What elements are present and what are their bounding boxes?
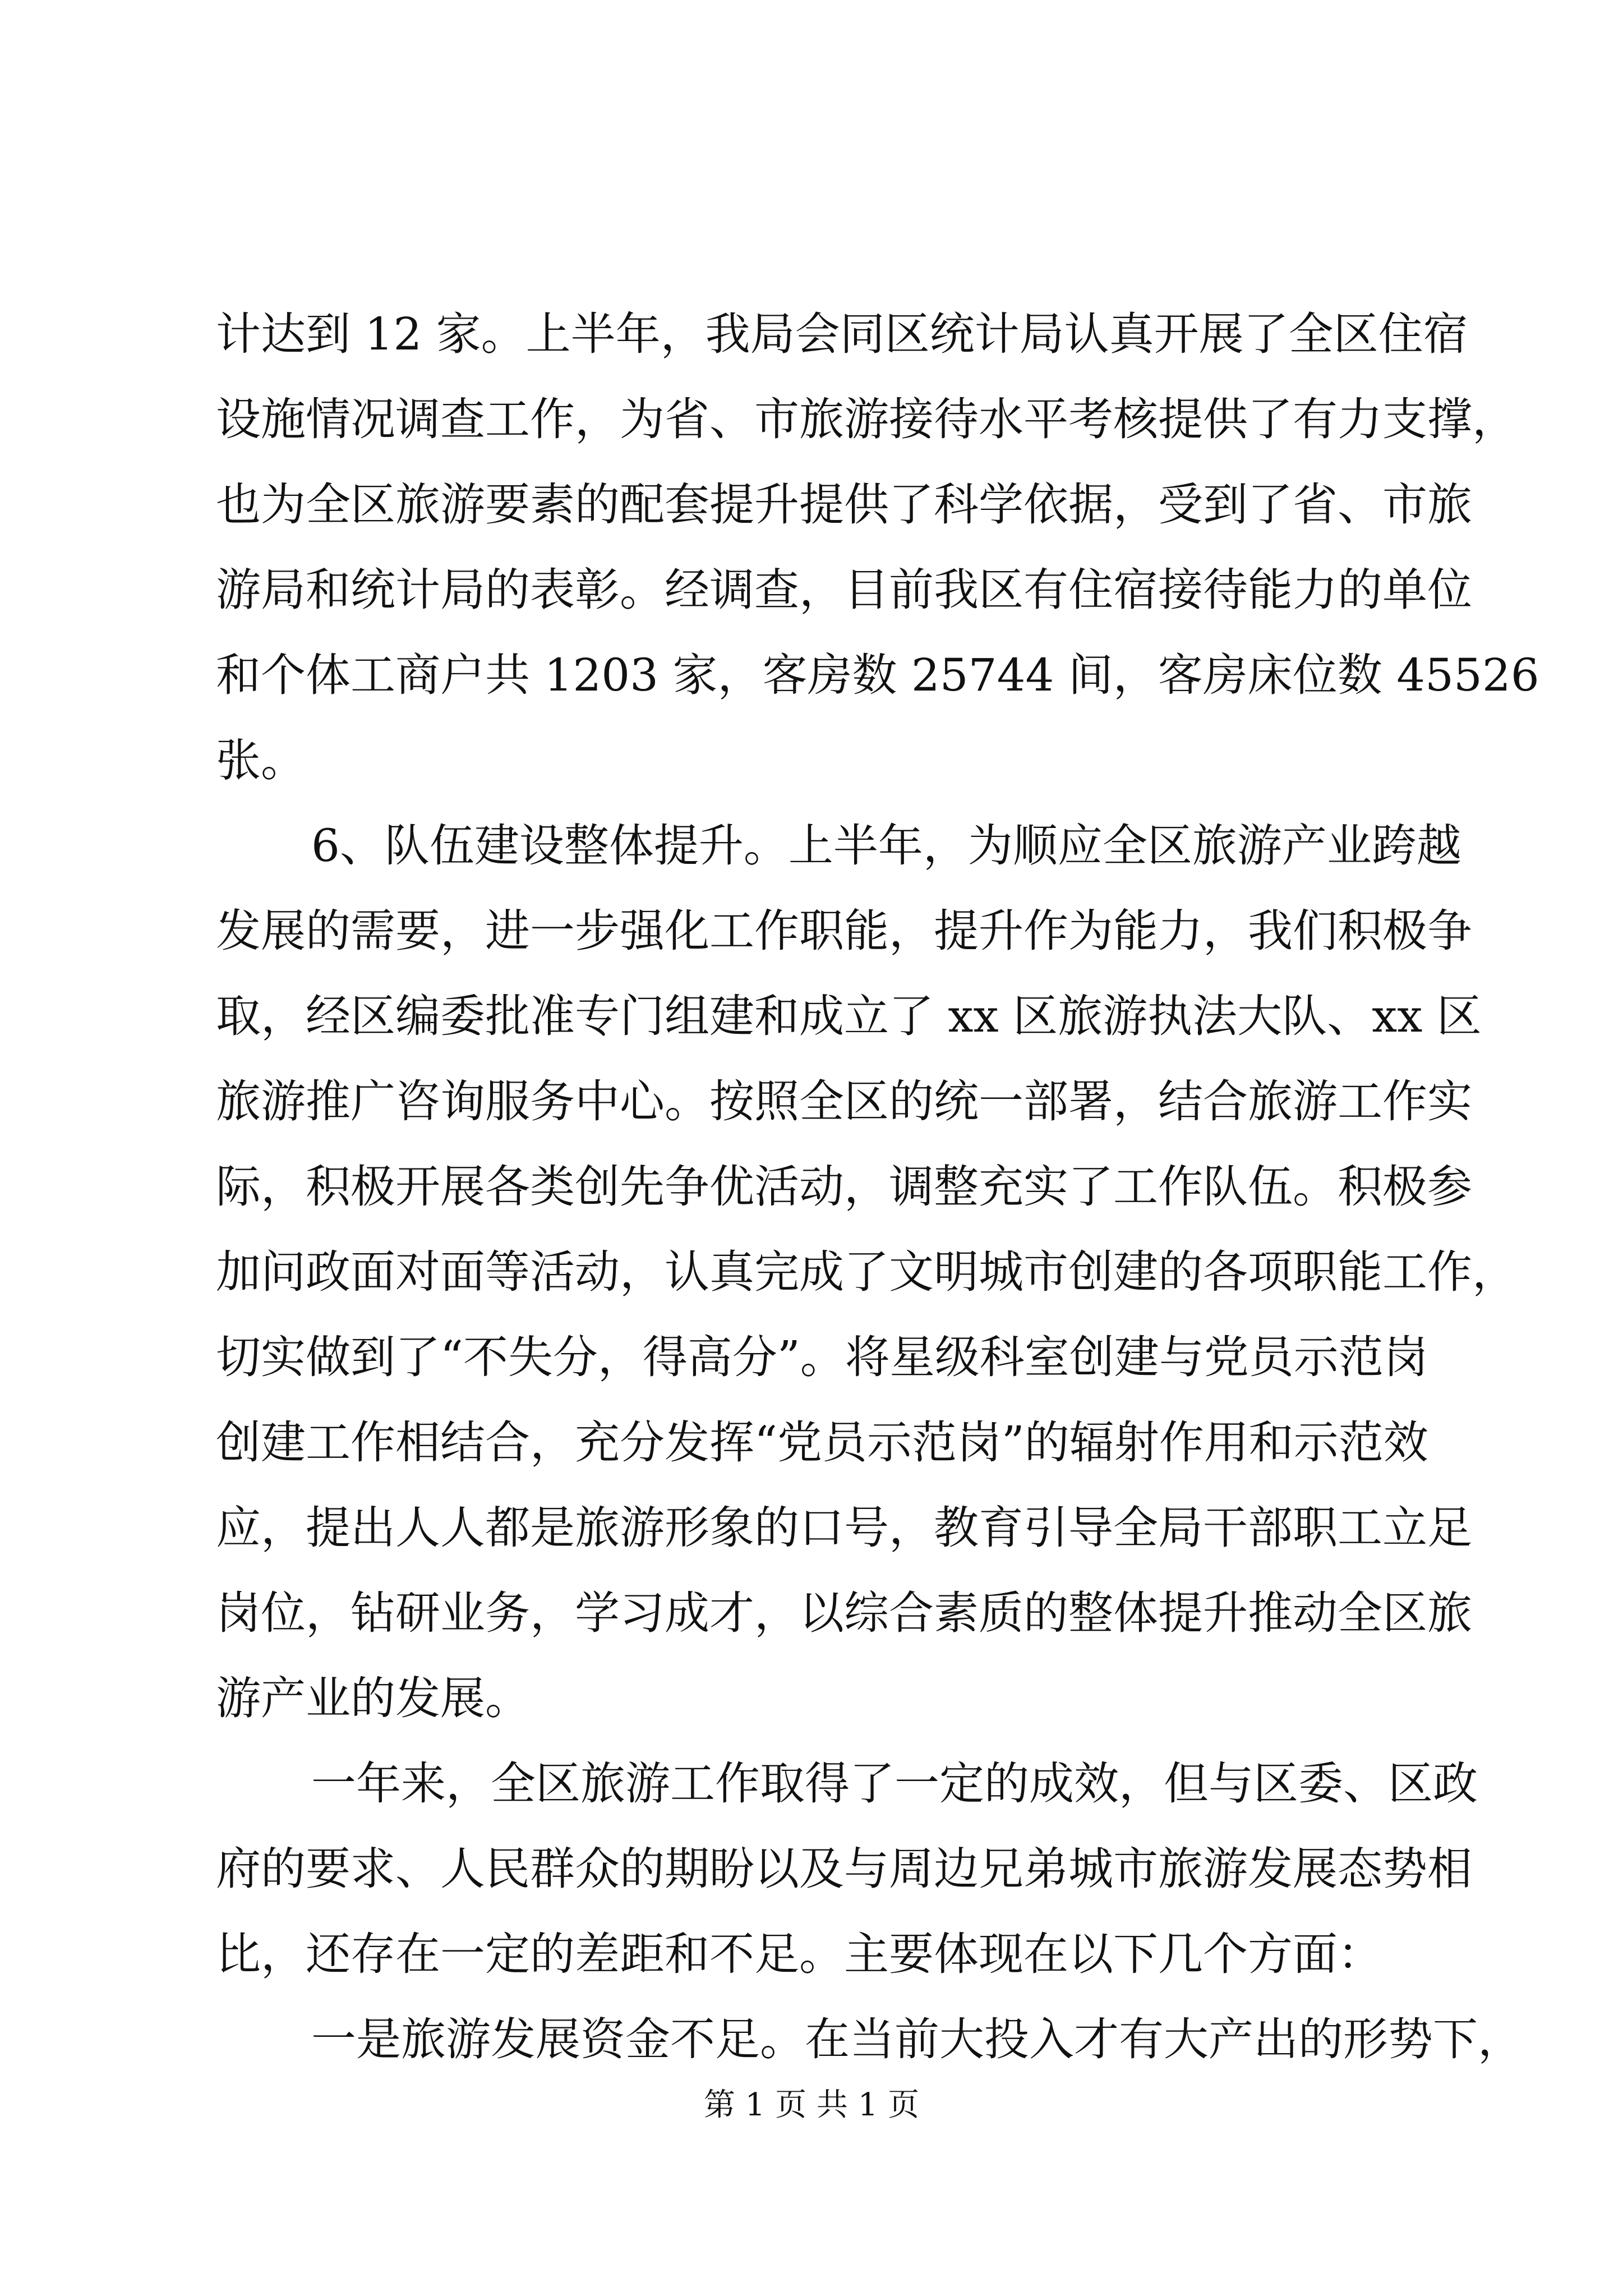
- text-line: 际，积极开展各类创先争优活动，调整充实了工作队伍。积极参: [216, 1161, 1472, 1213]
- text-line: 府的要求、人民群众的期盼以及与周边兄弟城市旅游发展态势相: [216, 1843, 1472, 1895]
- document-body: [216, 292, 1539, 2082]
- text-line: 取，经区编委批准专门组建和成立了 xx 区旅游执法大队、xx 区: [216, 990, 1482, 1042]
- page-footer: 第 1 页 共 1 页: [703, 2087, 920, 2123]
- text-line: 加问政面对面等活动，认真完成了文明城市创建的各项职能工作，: [216, 1246, 1517, 1298]
- text-line: 张。: [216, 734, 306, 786]
- paragraph-first-line: 一是旅游发展资金不足。在当前大投入才有大产出的形势下，: [311, 2013, 1523, 2065]
- text-line: 计达到 12 家。上半年，我局会同区统计局认真开展了全区住宿: [216, 308, 1468, 360]
- text-line: 应，提出人人都是旅游形象的口号，教育引导全局干部职工立足: [216, 1502, 1472, 1554]
- text-line: 游产业的发展。: [216, 1672, 530, 1724]
- text-line: 和个体工商户共 1203 家，客房数 25744 间，客房床位数 45526: [216, 649, 1539, 701]
- text-line: 设施情况调查工作，为省、市旅游接待水平考核提供了有力支撑，: [216, 393, 1517, 445]
- text-line: 游局和统计局的表彰。经调查，目前我区有住宿接待能力的单位: [216, 564, 1472, 616]
- paragraph-first-line: 6、队伍建设整体提升。上半年，为顺应全区旅游产业跨越: [311, 820, 1461, 872]
- paragraph-first-line: 一年来，全区旅游工作取得了一定的成效，但与区委、区政: [311, 1757, 1478, 1810]
- text-line: 切实做到了“不失分，得高分”。将星级科室创建与党员示范岗: [216, 1331, 1428, 1383]
- text-line: 岗位，钻研业务，学习成才，以综合素质的整体提升推动全区旅: [216, 1587, 1472, 1639]
- text-line: 旅游推广咨询服务中心。按照全区的统一部署，结合旅游工作实: [216, 1075, 1472, 1128]
- text-line: 创建工作相结合，充分发挥“党员示范岗”的辐射作用和示范效: [216, 1416, 1428, 1469]
- text-line: 也为全区旅游要素的配套提升提供了科学依据，受到了省、市旅: [216, 478, 1472, 531]
- text-line: 比，还存在一定的差距和不足。主要体现在以下几个方面：: [216, 1928, 1382, 1980]
- text-line: 发展的需要，进一步强化工作职能，提升作为能力，我们积极争: [216, 905, 1472, 957]
